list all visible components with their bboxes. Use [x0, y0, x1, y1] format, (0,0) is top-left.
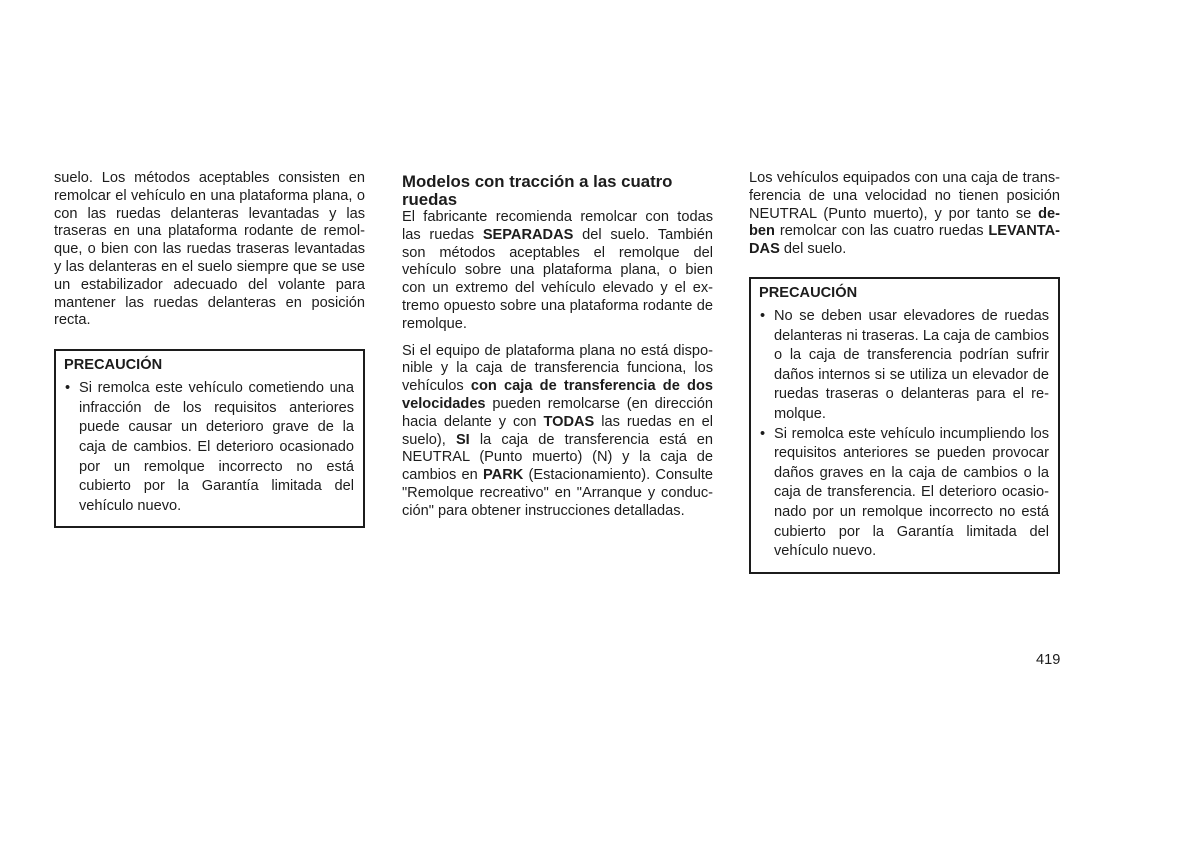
- bullet-icon: •: [760, 425, 766, 442]
- caution-item-text: No se deben usar elevadores de ruedas delanteras ni traseras. La caja de cambios o la caja de transferencia podrían sufrir daños internos si se utiliza un elevador de ruedas traseras o delanteras para el remolque.: [774, 307, 1049, 422]
- caution-title: PRECAUCIÓN: [759, 284, 858, 301]
- caution-item-text: Si remolca este vehículo cometiendo una infracción de los requisitos anteriores puede causar un deterioro grave de la caja de cambios. El deterioro ocasionado por un remolque incorrecto no está cubierto por la Garantía limitada del vehículo nuevo.: [79, 380, 354, 514]
- body-paragraph: [402, 209, 713, 334]
- text-run: Si el equipo de plataforma plana no está disponible y la caja de transferencia funciona, los vehículos: [402, 342, 713, 395]
- bold-text: SEPARADAS: [482, 226, 574, 243]
- column-right: [749, 170, 1060, 574]
- text-run: pueden remolcarse (en dirección hacia delante y con: [402, 395, 713, 430]
- column-left: [54, 170, 365, 528]
- text-run: Los vehículos equipados con una caja de transferencia de una velocidad no tienen posición NEUTRAL (Punto muerto), y por tanto se: [749, 170, 1060, 222]
- body-paragraph: [402, 343, 713, 521]
- text-run: las ruedas en el suelo),: [402, 413, 714, 448]
- bold-text: SI: [455, 431, 470, 448]
- caution-item: [64, 379, 354, 516]
- bullet-icon: •: [760, 307, 766, 324]
- caution-item: [759, 425, 1049, 562]
- caution-list: [64, 379, 354, 516]
- column-middle: [402, 170, 713, 521]
- caution-box: [749, 277, 1060, 574]
- text-run: (Estacionamiento). Consulte "Remolque recreativo" en "Arranque y conducción" para obtener instrucciones detalladas.: [402, 467, 713, 519]
- page-number: 419: [1036, 652, 1061, 668]
- body-paragraph: suelo. Los métodos aceptables consisten en remolcar el vehículo en una plataforma plana, o con las ruedas delanteras levantadas y las traseras en una plataforma rodante de remolque, o bien con las ruedas traseras levantadas y las delanteras en el suelo siempre que se use un estabilizador adecuado del volante para mantener las ruedas delanteras en posición recta.: [54, 170, 365, 329]
- caution-title: PRECAUCIÓN: [64, 357, 163, 374]
- bold-text: TODAS: [543, 413, 595, 430]
- caution-item-text: Si remolca este vehículo incumpliendo los requisitos anteriores se pueden provocar daños graves en la caja de cambios o la caja de transferencia. El deterioro ocasionado por un remolque incorrecto no está cubierto por la Garantía limitada del vehículo nuevo.: [774, 425, 1049, 560]
- bullet-icon: •: [65, 380, 71, 397]
- section-heading: Modelos con tracción a las cuatro ruedas: [402, 172, 673, 209]
- bold-text: LEVANTADAS: [749, 223, 1060, 258]
- caution-item: [759, 307, 1049, 425]
- caution-box: [54, 349, 365, 528]
- text-run: del suelo.: [779, 241, 847, 258]
- text-run: la caja de transferencia está en NEUTRAL (Punto muerto) (N) y la caja de cambios en: [402, 431, 714, 484]
- bold-text: con caja de transferencia de dos velocidades: [402, 378, 713, 412]
- bold-text: deben: [749, 205, 1060, 240]
- text-run: remolcar con las cuatro ruedas: [774, 223, 989, 240]
- bold-text: PARK: [483, 467, 524, 484]
- caution-list: [759, 307, 1049, 562]
- body-paragraph: [749, 170, 1060, 259]
- text-run: El fabricante recomienda remolcar con todas las ruedas: [402, 209, 713, 243]
- text-run: del suelo. También son métodos aceptables el remolque del vehículo sobre una plataforma plana, o bien con un extremo del vehículo elevado y el extremo opuesto sobre una plataforma rodante de remolque.: [402, 226, 713, 332]
